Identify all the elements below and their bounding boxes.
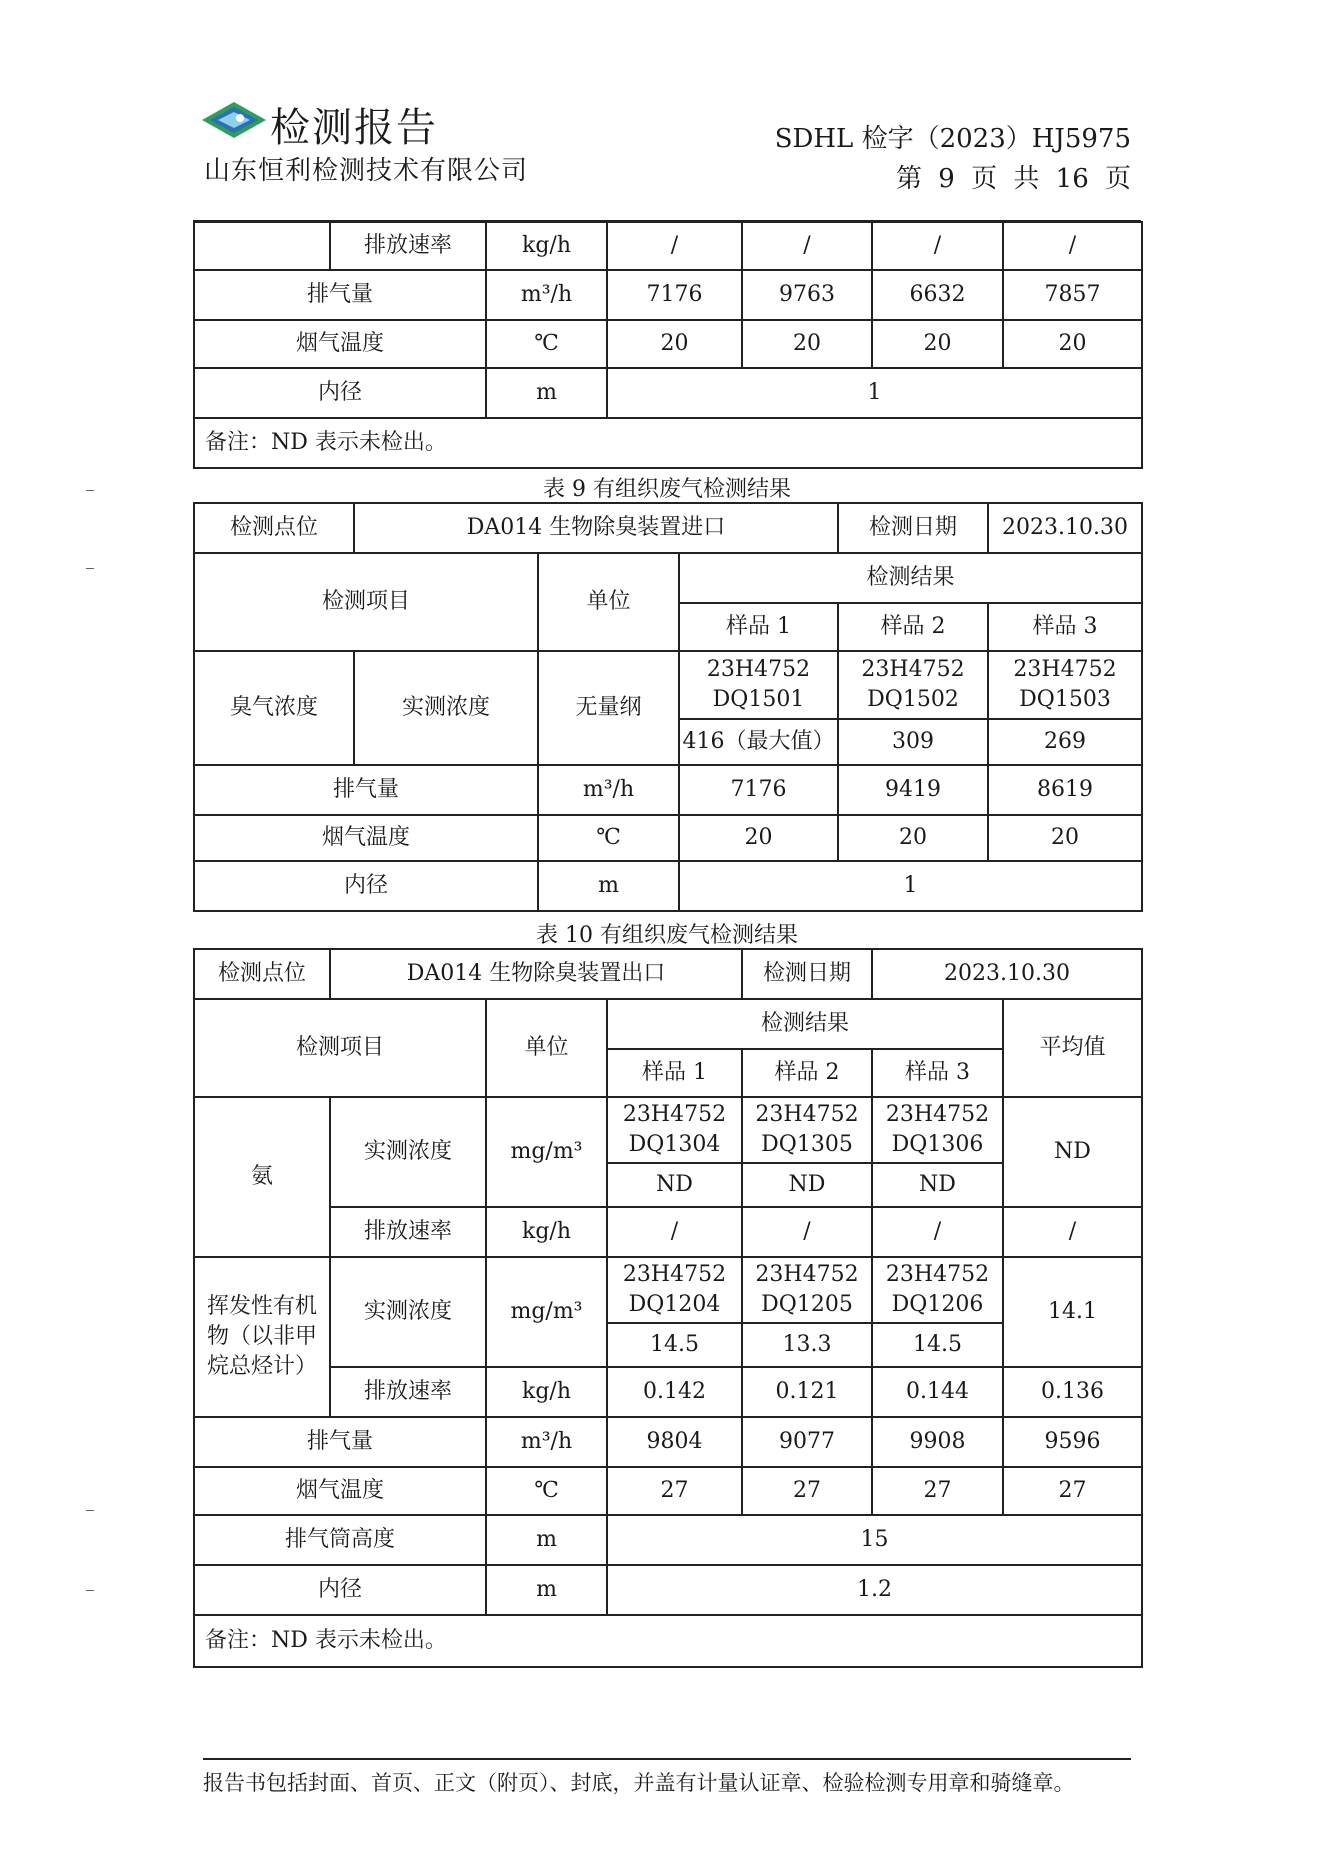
table-cell: kg/h xyxy=(486,1207,607,1257)
table-cell: 挥发性有机物（以非甲烷总烃计） xyxy=(194,1257,330,1417)
table-cell: 9596 xyxy=(1003,1417,1142,1467)
table-cell: 排气量 xyxy=(194,270,486,320)
table-header-cell: 样品 3 xyxy=(988,603,1142,651)
table-cell: 0.144 xyxy=(872,1367,1003,1417)
table-cell: 9908 xyxy=(872,1417,1003,1467)
table-row xyxy=(194,1565,1142,1615)
table-cell: 0.136 xyxy=(1003,1367,1142,1417)
footer-text: 报告书包括封面、首页、正文（附页）、封底，并盖有计量认证章、检验检测专用章和骑缝章。 xyxy=(203,1771,1075,1795)
table-cell: 416（最大值） xyxy=(679,719,838,765)
table-cell: ℃ xyxy=(538,815,679,861)
table-cell: 269 xyxy=(988,719,1142,765)
table-cell: 20 xyxy=(679,815,838,861)
table-cell: ND xyxy=(872,1163,1003,1207)
table-previous-continuation xyxy=(193,221,1143,469)
table-row xyxy=(194,1097,1142,1163)
table-row xyxy=(194,270,1142,320)
table-header-cell: 样品 1 xyxy=(679,603,838,651)
table-10 xyxy=(193,948,1143,1668)
table-row xyxy=(194,651,1142,719)
table-row xyxy=(194,1257,1142,1323)
table-row xyxy=(194,503,1142,553)
table-cell: / xyxy=(1003,222,1142,270)
margin-mark xyxy=(86,1590,94,1591)
table-cell: 6632 xyxy=(872,270,1003,320)
table-9 xyxy=(193,502,1143,912)
table-cell: 27 xyxy=(742,1467,872,1515)
table-cell: 2023.10.30 xyxy=(872,949,1142,999)
table-cell: 9804 xyxy=(607,1417,742,1467)
table-cell: 无量纲 xyxy=(538,651,679,765)
table-cell: / xyxy=(1003,1207,1142,1257)
sample-id-cell: 23H4752 DQ1204 xyxy=(607,1257,742,1323)
table-header-cell: 单位 xyxy=(538,553,679,651)
sample-id-cell: 23H4752 DQ1304 xyxy=(607,1097,742,1163)
table-cell: 排气量 xyxy=(194,765,538,815)
table-header-cell: 样品 1 xyxy=(607,1049,742,1097)
table-cell: m³/h xyxy=(486,1417,607,1467)
table-cell: DA014 生物除臭装置出口 xyxy=(330,949,742,999)
sample-id-cell: 23H4752 DQ1206 xyxy=(872,1257,1003,1323)
table-row xyxy=(194,765,1142,815)
table-cell: 2023.10.30 xyxy=(988,503,1142,553)
table-cell: 实测浓度 xyxy=(330,1257,486,1367)
table-row xyxy=(194,222,1142,270)
table-cell: 1 xyxy=(679,861,1142,911)
table-cell: 14.5 xyxy=(872,1323,1003,1367)
table-cell: 20 xyxy=(988,815,1142,861)
table-cell: / xyxy=(872,1207,1003,1257)
table-cell: m³/h xyxy=(538,765,679,815)
table-row xyxy=(194,1515,1142,1565)
table-cell: m³/h xyxy=(486,270,607,320)
table-cell: ℃ xyxy=(486,1467,607,1515)
table-header-cell: 样品 3 xyxy=(872,1049,1003,1097)
table-row xyxy=(194,368,1142,418)
table-cell: ND xyxy=(742,1163,872,1207)
table-cell: 烟气温度 xyxy=(194,815,538,861)
table-cell: m xyxy=(538,861,679,911)
table-note-row xyxy=(194,1615,1142,1667)
table-cell: 烟气温度 xyxy=(194,320,486,368)
table-cell: mg/m³ xyxy=(486,1257,607,1367)
table-cell: 7176 xyxy=(679,765,838,815)
report-title: 检测报告 xyxy=(270,105,438,151)
table-cell: 20 xyxy=(1003,320,1142,368)
table-row xyxy=(194,320,1142,368)
table-cell: m xyxy=(486,1565,607,1615)
table-cell: 20 xyxy=(607,320,742,368)
table-row xyxy=(194,553,1142,603)
sample-id-cell: 23H4752 DQ1501 xyxy=(679,651,838,719)
table-cell: 内径 xyxy=(194,861,538,911)
table-cell: / xyxy=(607,1207,742,1257)
table-cell: 1 xyxy=(607,368,1142,418)
margin-mark xyxy=(86,1510,94,1511)
table-cell: m xyxy=(486,368,607,418)
sample-id-cell: 23H4752 DQ1305 xyxy=(742,1097,872,1163)
table-row xyxy=(194,1467,1142,1515)
table-cell: 14.5 xyxy=(607,1323,742,1367)
report-number: SDHL 检字（2023）HJ5975 xyxy=(774,124,1131,154)
table-cell: 实测浓度 xyxy=(354,651,538,765)
table-cell: 13.3 xyxy=(742,1323,872,1367)
table-cell: 内径 xyxy=(194,368,486,418)
table-header-cell: 单位 xyxy=(486,999,607,1097)
sample-id-cell: 23H4752 DQ1502 xyxy=(838,651,988,719)
table-header-cell: 检测结果 xyxy=(607,999,1003,1049)
table-cell: m xyxy=(486,1515,607,1565)
table-cell: 20 xyxy=(838,815,988,861)
table-cell: / xyxy=(607,222,742,270)
table-cell: 9763 xyxy=(742,270,872,320)
table-cell: kg/h xyxy=(486,1367,607,1417)
table-cell: 0.121 xyxy=(742,1367,872,1417)
table-note: 备注：ND 表示未检出。 xyxy=(194,418,1142,468)
table-cell: 14.1 xyxy=(1003,1257,1142,1367)
table-cell: ND xyxy=(607,1163,742,1207)
table-cell: / xyxy=(872,222,1003,270)
table-header-cell: 检测项目 xyxy=(194,999,486,1097)
table-cell: 排放速率 xyxy=(330,1207,486,1257)
margin-mark xyxy=(86,568,94,569)
table-row xyxy=(194,999,1142,1049)
table-header-cell: 样品 2 xyxy=(838,603,988,651)
table-cell: 臭气浓度 xyxy=(194,651,354,765)
sample-id-cell: 23H4752 DQ1503 xyxy=(988,651,1142,719)
table-cell: 20 xyxy=(742,320,872,368)
table-cell: kg/h xyxy=(486,222,607,270)
footer-rule xyxy=(203,1758,1131,1760)
table-note: 备注：ND 表示未检出。 xyxy=(194,1615,1142,1667)
table-cell: 309 xyxy=(838,719,988,765)
table-cell: 排放速率 xyxy=(330,1367,486,1417)
table-cell: 氨 xyxy=(194,1097,330,1257)
table-cell: 7176 xyxy=(607,270,742,320)
table-9-caption: 表 9 有组织废气检测结果 xyxy=(543,477,791,502)
table-cell xyxy=(194,222,330,270)
margin-mark xyxy=(86,490,94,491)
table-cell: 排气筒高度 xyxy=(194,1515,486,1565)
table-cell: 检测日期 xyxy=(838,503,988,553)
table-row xyxy=(194,949,1142,999)
table-row xyxy=(194,1417,1142,1467)
table-note-row xyxy=(194,418,1142,468)
table-cell: 7857 xyxy=(1003,270,1142,320)
table-cell: 排气量 xyxy=(194,1417,486,1467)
table-cell: 检测日期 xyxy=(742,949,872,999)
table-row xyxy=(194,1367,1142,1417)
table-cell: ND xyxy=(1003,1097,1142,1207)
table-cell: 排放速率 xyxy=(330,222,486,270)
table-cell: 0.142 xyxy=(607,1367,742,1417)
table-cell: 9077 xyxy=(742,1417,872,1467)
sample-id-cell: 23H4752 DQ1306 xyxy=(872,1097,1003,1163)
page-info: 第 9 页 共 16 页 xyxy=(896,164,1131,194)
table-cell: 8619 xyxy=(988,765,1142,815)
table-cell: 检测点位 xyxy=(194,503,354,553)
company-logo-icon xyxy=(200,98,268,140)
page-header xyxy=(0,0,1323,220)
company-name: 山东恒利检测技术有限公司 xyxy=(204,156,529,186)
table-cell: 检测点位 xyxy=(194,949,330,999)
table-cell: 15 xyxy=(607,1515,1142,1565)
table-cell: / xyxy=(742,1207,872,1257)
table-header-cell: 平均值 xyxy=(1003,999,1142,1097)
table-cell: 1.2 xyxy=(607,1565,1142,1615)
table-header-cell: 样品 2 xyxy=(742,1049,872,1097)
table-cell: 烟气温度 xyxy=(194,1467,486,1515)
sample-id-cell: 23H4752 DQ1205 xyxy=(742,1257,872,1323)
table-10-caption: 表 10 有组织废气检测结果 xyxy=(536,923,798,948)
table-cell: 实测浓度 xyxy=(330,1097,486,1207)
table-row xyxy=(194,861,1142,911)
table-cell: DA014 生物除臭装置进口 xyxy=(354,503,838,553)
table-cell: 27 xyxy=(607,1467,742,1515)
table-cell: 内径 xyxy=(194,1565,486,1615)
table-cell: 27 xyxy=(1003,1467,1142,1515)
table-row xyxy=(194,815,1142,861)
table-cell: 20 xyxy=(872,320,1003,368)
table-header-cell: 检测结果 xyxy=(679,553,1142,603)
table-cell: 9419 xyxy=(838,765,988,815)
table-header-cell: 检测项目 xyxy=(194,553,538,651)
table-cell: / xyxy=(742,222,872,270)
table-row xyxy=(194,1207,1142,1257)
table-cell: mg/m³ xyxy=(486,1097,607,1207)
table-cell: ℃ xyxy=(486,320,607,368)
table-cell: 27 xyxy=(872,1467,1003,1515)
